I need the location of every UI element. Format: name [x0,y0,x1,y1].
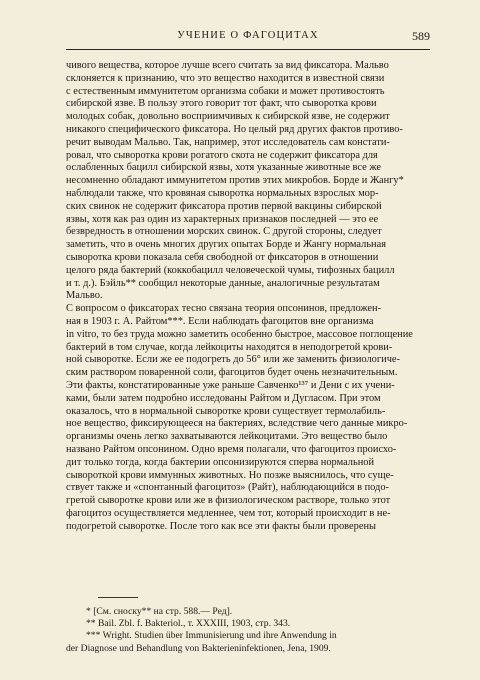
text-line: чивого вещества, которое лучше всего считать за вид фиксатора. Мальво [66,60,389,71]
text-line: гретой сыворотке крови или же в физиологическом растворе, только этот [66,495,391,507]
text-line: in vitro, то без труда можно заметить особенно быстрое, массовое поглощение [66,328,413,340]
text-line: ским раствором поваренной соли, фагоцитов будет очень незначительным. [66,367,398,379]
text-line: дит только тогда, когда бактерии опсонизируются сперва нормальной [66,456,375,468]
text-line: Мальво. [66,290,103,302]
footnote: *** Wright. Studien über Immunisierung und ihre Anwendung in [86,630,337,642]
text-line: ное вещество, фиксирующееся на бактериях, вследствие чего данные микро- [66,418,408,430]
page-number: 589 [412,29,430,43]
text-line: сибирской язве. В пользу этого говорит тот факт, что сыворотка крови [66,98,377,110]
text-line: подогретой сыворотке. После того как все эти факты были проверены [66,520,376,532]
text-line: названо Райтом опсонином. Одно время полагали, что фагоцитоз происхо- [66,443,397,455]
text-line: сыворотка крови показала себя свободной от фиксаторов в отношении [66,251,379,263]
text-line: ками, были затем подробно исследованы Райтом и Дугласом. При этом [66,392,381,404]
text-line: язвы, хотя как раз один из характерных признаков последней — это ее [66,213,379,225]
footnote: ** Bail. Zbl. f. Bakteriol., т. XXXIII, 1903, стр. 343. [86,618,291,630]
text-line: сывороткой крови иммунных животных. Но позже выяснилось, что суще- [66,469,394,481]
text-line: фагоцитоз осуществляется медленнее, чем тот, который происходит в не- [66,507,391,519]
text-line: никакого специфического фиксатора. Но целый ряд других фактов противо- [66,123,403,135]
text-line: С вопросом о фиксаторах тесно связана теория опсонинов, предложен- [66,303,382,315]
footnotes [66,606,430,655]
text-line: склоняется к признанию, что это вещество находится в известной связи [66,72,385,84]
header-rule [66,49,430,50]
text-line: ной сыворотке. Если же ее подогреть до 56° или же заменить физиологиче- [66,354,400,366]
running-head [66,30,430,46]
running-title: УЧЕНИЕ О ФАГОЦИТАХ [177,30,319,41]
text-line: и т. д.). Бэйль** сообщил некоторые данные, аналогичные результатам [66,277,380,289]
footnote-continuation: der Diagnose und Behandlung von Bakterieninfektionen, Jena, 1909. [66,642,331,654]
text-line: ослабленных бацилл сибирской язвы, хотя указанные животные все же [66,162,381,174]
text-line: ная в 1903 г. А. Райтом***. Если наблюдать фагоцитов вне организма [66,315,374,327]
text-line: оказалось, что в нормальной сыворотке крови существует термолабиль- [66,405,386,417]
footnote-rule [98,597,138,598]
text-line: ровал, что сыворотка крови рогатого скота не содержит фиксатора для [66,149,378,161]
text-line: заметить, что в очень многих других опытах Борде и Жангу нормальная [66,239,387,251]
text-line: целого ряда бактерий (коккобацилл человеческой чумы, тифозных бацилл [66,264,395,276]
text-line: ских свинок не содержит фиксатора против первой вакцины сибирской [66,200,382,212]
text-line: речит выводам Мальво. Так, например, этот исследователь сам констати- [66,136,390,148]
text-line: ствует также и «спонтанный фагоцитоз» (Райт), наблюдающийся в подо- [66,482,389,494]
body-text [66,60,430,533]
text-line: организмы очень легко захватываются лейкоцитами. Это вещество было [66,431,388,443]
text-line: Эти факты, констатированные уже раньше Савченко¹³⁷ и Дени с их учени- [66,379,395,391]
text-line: бактерий в том случае, когда лейкоциты находятся в неподогретой крови- [66,341,393,353]
text-line: с естественным иммунитетом организма собаки и может противостоять [66,85,385,97]
text-line: молодых собак, довольно восприимчивых к сибирской язве, не содержит [66,111,390,123]
text-line: безвредность в отношении морских свинок. С другой стороны, следует [66,226,382,238]
text-line: несомненно обладают иммунитетом против этих микробов. Борде и Жангу* [66,175,404,187]
footnote: * [См. сноску** на стр. 588.— Ред]. [86,606,233,617]
text-line: наблюдали также, что кровяная сыворотка нормальных взрослых мор- [66,187,379,199]
